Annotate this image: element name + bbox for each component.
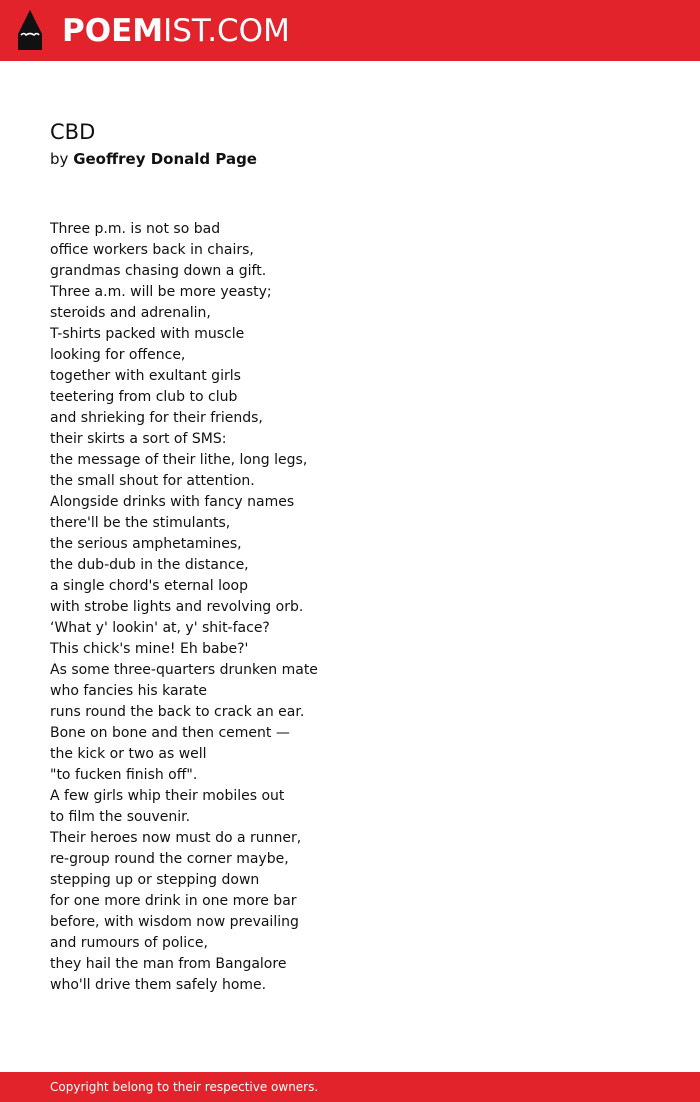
poem-line: runs round the back to crack an ear. [50,704,305,720]
poem-line: with strobe lights and revolving orb. [50,599,304,615]
poem-line: re-group round the corner maybe, [50,851,289,867]
poem-title: CBD [50,120,96,144]
poem-line: together with exultant girls [50,368,241,384]
byline [50,148,257,170]
poem-line: ‘What y' lookin' at, y' shit-face? [50,620,270,636]
poem-line: steroids and adrenalin, [50,305,211,321]
poem-line: the dub-dub in the distance, [50,557,249,573]
logo-bold-text: POEM [62,13,164,49]
poem-line: Three a.m. will be more yeasty; [50,284,272,300]
poem-line: Alongside drinks with fancy names [50,494,295,510]
copyright-text: Copyright belong to their respective owners. [50,1080,319,1094]
poem-line: stepping up or stepping down [50,872,260,888]
site-header [0,0,700,61]
poem-line: a single chord's eternal loop [50,578,248,594]
poem-line: and shrieking for their friends, [50,410,263,426]
site-logo[interactable] [62,12,290,50]
poem-line: who fancies his karate [50,683,208,699]
author-name: Geoffrey Donald Page [73,150,257,168]
poem-line: office workers back in chairs, [50,242,254,258]
poem-line: looking for offence, [50,347,186,363]
poem-line: Their heroes now must do a runner, [50,830,302,846]
poem-line: teetering from club to club [50,389,238,405]
poem-line: This chick's mine! Eh babe?' [50,641,249,657]
poem-line: Three p.m. is not so bad [50,221,221,237]
poem-line: T-shirts packed with muscle [50,326,245,342]
site-footer [0,1072,700,1102]
poem-line: the small shout for attention. [50,473,255,489]
poem-line: they hail the man from Bangalore [50,956,287,972]
poem-line: to film the souvenir. [50,809,191,825]
poem-line: "to fucken finish off". [50,767,198,783]
poem-line: there'll be the stimulants, [50,515,231,531]
logo-light-text: IST.COM [163,13,290,49]
poem-line: the message of their lithe, long legs, [50,452,308,468]
poem-line: their skirts a sort of SMS: [50,431,227,447]
poem-line: and rumours of police, [50,935,208,951]
poem-line: A few girls whip their mobiles out [50,788,285,804]
poem-line: before, with wisdom now prevailing [50,914,299,930]
poem-line: the serious amphetamines, [50,536,242,552]
pencil-icon[interactable] [17,9,43,52]
poem-body [50,219,318,996]
by-prefix: by [50,150,69,168]
poem-line: the kick or two as well [50,746,207,762]
poem-line: for one more drink in one more bar [50,893,297,909]
poem-line: As some three-quarters drunken mate [50,662,318,678]
poem-line: who'll drive them safely home. [50,977,267,993]
poem-line: grandmas chasing down a gift. [50,263,267,279]
poem-line: Bone on bone and then cement — [50,725,290,741]
